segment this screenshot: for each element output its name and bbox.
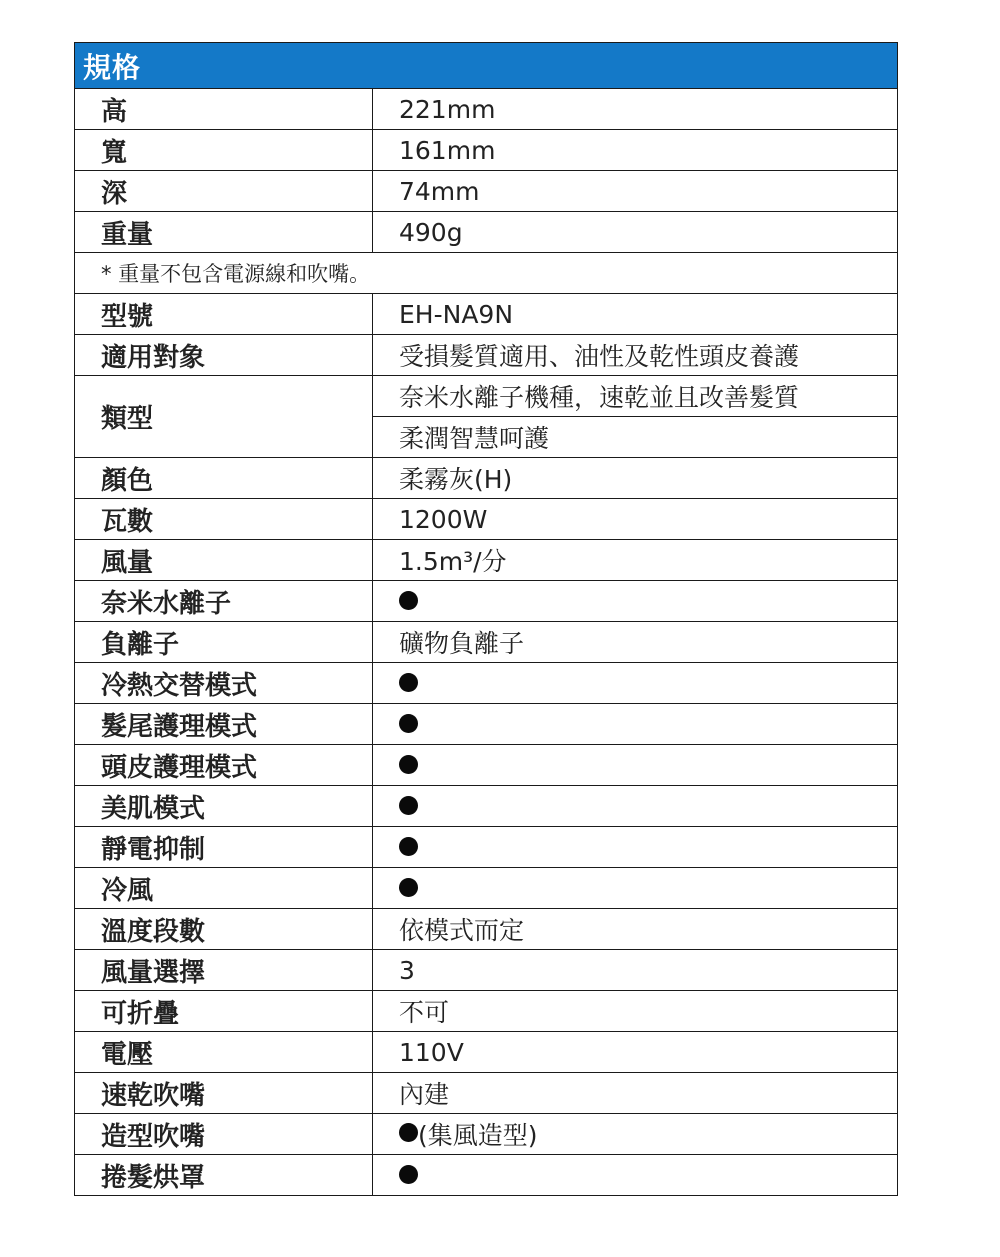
table-header-row xyxy=(75,43,898,89)
table-row xyxy=(75,663,898,704)
row-value-airflow: 1.5m³/分 xyxy=(373,540,898,581)
table-row xyxy=(75,294,898,335)
table-row xyxy=(75,130,898,171)
row-label-voltage: 電壓 xyxy=(75,1032,373,1073)
table-row xyxy=(75,212,898,253)
table-row xyxy=(75,540,898,581)
table-row xyxy=(75,1073,898,1114)
row-value-type-2: 柔潤智慧呵護 xyxy=(373,417,898,458)
row-label-negative-ion: 負離子 xyxy=(75,622,373,663)
table-row xyxy=(75,581,898,622)
row-value-color: 柔霧灰(H) xyxy=(373,458,898,499)
row-value-quick-dry-nozzle: 內建 xyxy=(373,1073,898,1114)
row-label-type: 類型 xyxy=(75,376,373,458)
table-row xyxy=(75,991,898,1032)
row-label-weight: 重量 xyxy=(75,212,373,253)
row-label-hair-tip-mode: 髮尾護理模式 xyxy=(75,704,373,745)
check-dot-icon xyxy=(399,1165,418,1184)
row-value-cold-air xyxy=(373,868,898,909)
table-row xyxy=(75,704,898,745)
row-label-depth: 深 xyxy=(75,171,373,212)
row-label-height: 高 xyxy=(75,89,373,130)
table-row xyxy=(75,950,898,991)
table-row xyxy=(75,171,898,212)
row-label-temp-levels: 溫度段數 xyxy=(75,909,373,950)
row-label-airflow-select: 風量選擇 xyxy=(75,950,373,991)
table-row xyxy=(75,89,898,130)
row-value-temp-levels: 依模式而定 xyxy=(373,909,898,950)
check-dot-icon xyxy=(399,591,418,610)
row-label-target: 適用對象 xyxy=(75,335,373,376)
row-value-height: 221mm xyxy=(373,89,898,130)
table-row xyxy=(75,827,898,868)
table-row xyxy=(75,745,898,786)
check-dot-icon xyxy=(399,796,418,815)
row-value-curl-diffuser xyxy=(373,1155,898,1196)
row-value-width: 161mm xyxy=(373,130,898,171)
check-dot-icon xyxy=(399,837,418,856)
row-value-depth: 74mm xyxy=(373,171,898,212)
row-label-wattage: 瓦數 xyxy=(75,499,373,540)
table-row xyxy=(75,376,898,417)
table-row-note xyxy=(75,253,898,294)
row-value-weight: 490g xyxy=(373,212,898,253)
row-label-quick-dry-nozzle: 速乾吹嘴 xyxy=(75,1073,373,1114)
row-label-width: 寬 xyxy=(75,130,373,171)
table-row xyxy=(75,458,898,499)
table-row xyxy=(75,909,898,950)
row-label-hot-cold-mode: 冷熱交替模式 xyxy=(75,663,373,704)
row-value-scalp-mode xyxy=(373,745,898,786)
spec-table xyxy=(74,42,898,1196)
styling-nozzle-note: (集風造型) xyxy=(418,1121,538,1150)
table-title: 規格 xyxy=(75,43,898,89)
row-value-model: EH-NA9N xyxy=(373,294,898,335)
table-row xyxy=(75,499,898,540)
row-value-antistatic xyxy=(373,827,898,868)
weight-note: * 重量不包含電源線和吹嘴。 xyxy=(75,253,898,294)
row-value-styling-nozzle xyxy=(373,1114,898,1155)
check-dot-icon xyxy=(399,755,418,774)
row-label-cold-air: 冷風 xyxy=(75,868,373,909)
check-dot-icon xyxy=(399,1123,418,1142)
check-dot-icon xyxy=(399,714,418,733)
row-label-skin-mode: 美肌模式 xyxy=(75,786,373,827)
row-value-hot-cold-mode xyxy=(373,663,898,704)
row-value-airflow-select: 3 xyxy=(373,950,898,991)
row-label-nanoe: 奈米水離子 xyxy=(75,581,373,622)
row-value-type-1: 奈米水離子機種，速乾並且改善髮質 xyxy=(373,376,898,417)
row-value-negative-ion: 礦物負離子 xyxy=(373,622,898,663)
table-row xyxy=(75,1032,898,1073)
row-value-nanoe xyxy=(373,581,898,622)
table-row xyxy=(75,335,898,376)
table-row xyxy=(75,622,898,663)
row-value-foldable: 不可 xyxy=(373,991,898,1032)
row-label-airflow: 風量 xyxy=(75,540,373,581)
table-row xyxy=(75,1114,898,1155)
check-dot-icon xyxy=(399,878,418,897)
row-label-scalp-mode: 頭皮護理模式 xyxy=(75,745,373,786)
row-label-antistatic: 靜電抑制 xyxy=(75,827,373,868)
row-label-styling-nozzle: 造型吹嘴 xyxy=(75,1114,373,1155)
table-row xyxy=(75,786,898,827)
row-label-model: 型號 xyxy=(75,294,373,335)
row-value-wattage: 1200W xyxy=(373,499,898,540)
row-value-hair-tip-mode xyxy=(373,704,898,745)
row-label-foldable: 可折疊 xyxy=(75,991,373,1032)
table-row xyxy=(75,1155,898,1196)
row-value-skin-mode xyxy=(373,786,898,827)
check-dot-icon xyxy=(399,673,418,692)
row-value-voltage: 110V xyxy=(373,1032,898,1073)
row-label-color: 顏色 xyxy=(75,458,373,499)
row-value-target: 受損髮質適用、油性及乾性頭皮養護 xyxy=(373,335,898,376)
table-row xyxy=(75,868,898,909)
row-label-curl-diffuser: 捲髮烘罩 xyxy=(75,1155,373,1196)
